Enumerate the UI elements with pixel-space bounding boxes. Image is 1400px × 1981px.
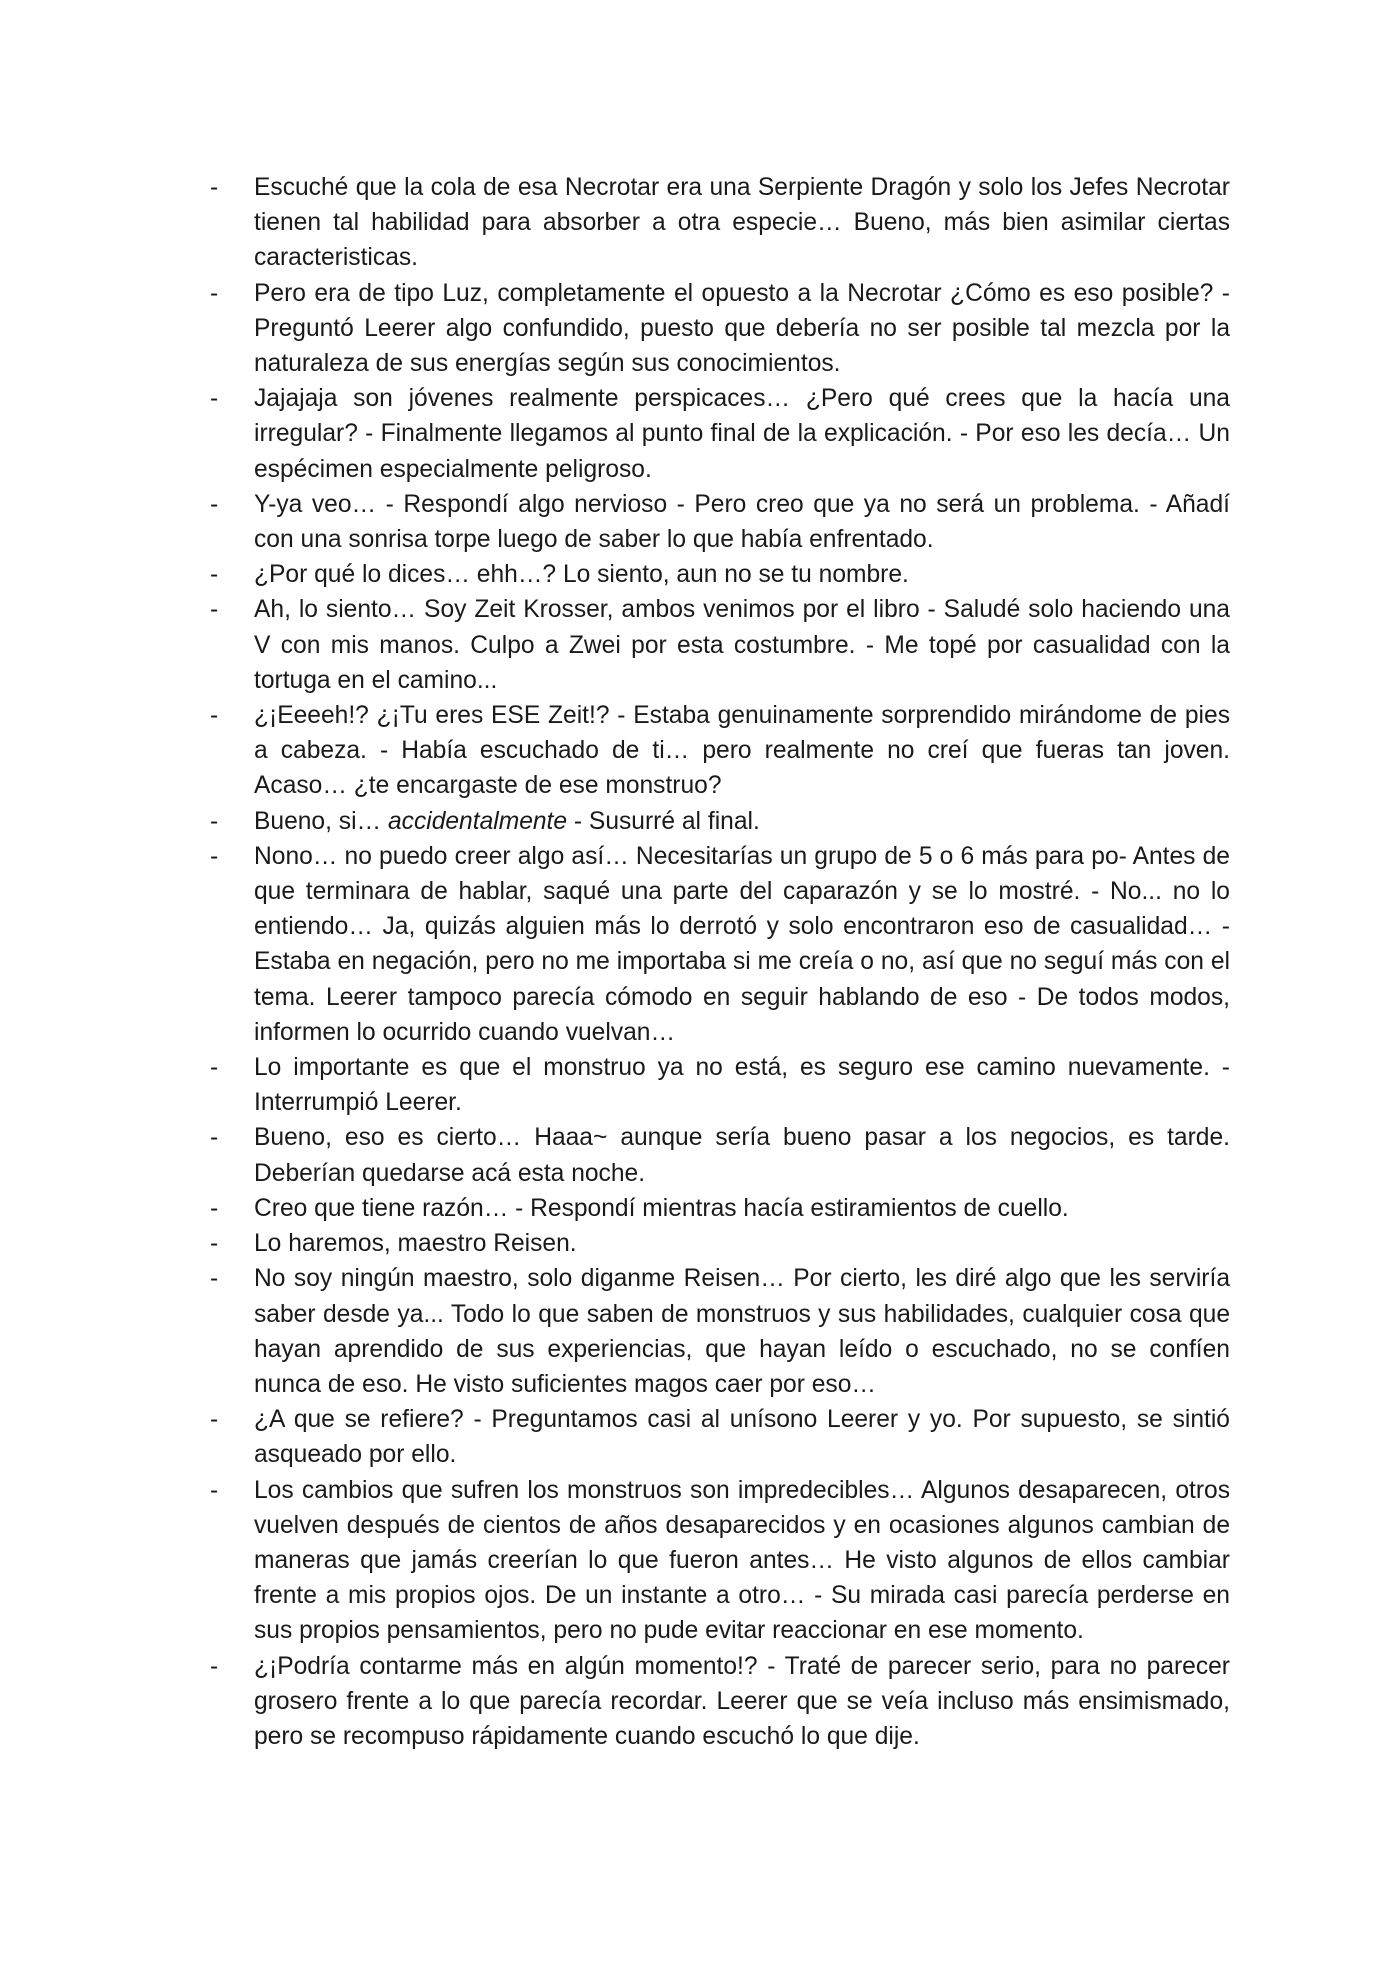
dialogue-text: Bueno, si… [254,807,388,835]
dash-bullet: - [210,596,219,624]
dialogue-text: - Susurré al final. [567,807,760,835]
dialogue-text: Bueno, eso es cierto… Haaa~ aunque sería bueno pasar a los negocios, es tarde. Deberían quedarse acá esta noche. [254,1124,1230,1187]
dialogue-line [210,698,1230,804]
dash-bullet: - [210,1265,219,1293]
dialogue-line [210,276,1230,382]
dialogue-line [210,381,1230,487]
dialogue-text: Lo haremos, maestro Reisen. [254,1230,577,1258]
dash-bullet: - [210,1054,219,1082]
dialogue-line [210,1226,1230,1261]
dialogue-text: ¿Por qué lo dices… ehh…? Lo siento, aun no se tu nombre. [254,561,909,589]
dash-bullet: - [210,385,219,413]
dialogue-text: Ah, lo siento… Soy Zeit Krosser, ambos venimos por el libro - Saludé solo haciendo una V con mis manos. Culpo a Zwei por esta costumbre. - Me topé por casualidad con la tortuga en el camino... [254,596,1230,694]
dialogue-line [210,170,1230,276]
dash-bullet: - [210,1406,219,1434]
dash-bullet: - [210,1476,219,1504]
dialogue-line [210,1649,1230,1755]
dash-bullet: - [210,807,219,835]
dash-bullet: - [210,490,219,518]
dialogue-line [210,804,1230,839]
dialogue-list [210,170,1230,1754]
dash-bullet: - [210,279,219,307]
dialogue-text: Escuché que la cola de esa Necrotar era una Serpiente Dragón y solo los Jefes Necrotar tienen tal habilidad para absorber a otra especie… Bueno, más bien asimilar ciertas caracteristicas. [254,174,1230,272]
dialogue-text: Y-ya veo… - Respondí algo nervioso - Pero creo que ya no será un problema. - Añadí con una sonrisa torpe luego de saber lo que había enfrentado. [254,490,1230,554]
dialogue-text: Jajajaja son jóvenes realmente perspicaces… ¿Pero qué crees que la hacía una irregular? - Finalmente llegamos al punto final de la explicación. - Por eso les decía… Un espécimen especialmente peligroso. [254,385,1230,483]
dash-bullet: - [210,1652,219,1680]
dialogue-line [210,1402,1230,1472]
dialogue-line [210,1191,1230,1226]
dash-bullet: - [210,842,219,870]
dash-bullet: - [210,1194,219,1222]
dialogue-text: Nono… no puedo creer algo así… Necesitarías un grupo de 5 o 6 más para po- Antes de que terminara de hablar, saqué una parte del caparazón y se lo mostré. - No... no lo entiendo… Ja, quizás alguien más lo derrotó y solo encontraron eso de casualidad… - Estaba en negación, pero no me importaba si me creía o no, así que no seguí más con el tema. Leerer tampoco parecía cómodo en seguir hablando de eso - De todos modos, informen lo ocurrido cuando vuelvan… [254,842,1230,1046]
dialogue-line [210,1050,1230,1120]
dialogue-text: Pero era de tipo Luz, completamente el opuesto a la Necrotar ¿Cómo es eso posible? - Preguntó Leerer algo confundido, puesto que debería no ser posible tal mezcla por la naturaleza de sus energías según sus conocimientos. [254,279,1230,378]
dialogue-line [210,487,1230,557]
dialogue-text: ¿¡Podría contarme más en algún momento!? - Traté de parecer serio, para no parecer grosero frente a lo que parecía recordar. Leerer que se veía incluso más ensimismado, pero se recompuso rápidamente cuando escuchó lo que dije. [254,1652,1230,1750]
dialogue-line [210,1473,1230,1649]
dialogue-line [210,839,1230,1050]
dash-bullet: - [210,561,219,589]
dialogue-text: Los cambios que sufren los monstruos son impredecibles… Algunos desaparecen, otros vuelven después de cientos de años desaparecidos y en ocasiones algunos cambian de maneras que jamás creerían lo que fueron antes… He visto algunos de ellos cambiar frente a mis propios ojos. De un instante a otro… - Su mirada casi parecía perderse en sus propios pensamientos, pero no pude evitar reaccionar en ese momento. [254,1476,1230,1645]
dialogue-text: ¿¡Eeeeh!? ¿¡Tu eres ESE Zeit!? - Estaba genuinamente sorprendido mirándome de pies a cabeza. - Había escuchado de ti… pero realmente no creí que fueras tan joven. Acaso… ¿te encargaste de ese monstruo? [254,702,1230,800]
dialogue-text: No soy ningún maestro, solo diganme Reisen… Por cierto, les diré algo que les serviría saber desde ya... Todo lo que saben de monstruos y sus habilidades, cualquier cosa que hayan aprendido de sus experiencias, que hayan leído o escuchado, no se confíen nunca de eso. He visto suficientes magos caer por eso… [254,1265,1230,1398]
dialogue-text: Creo que tiene razón… - Respondí mientras hacía estiramientos de cuello. [254,1194,1069,1222]
dialogue-line [210,592,1230,698]
dialogue-line [210,1120,1230,1190]
dash-bullet: - [210,702,219,730]
dash-bullet: - [210,1230,219,1258]
dash-bullet: - [210,174,219,201]
dash-bullet: - [210,1124,219,1152]
dialogue-line [210,557,1230,592]
dialogue-text: ¿A que se refiere? - Preguntamos casi al unísono Leerer y yo. Por supuesto, se sintió asqueado por ello. [254,1406,1230,1469]
dialogue-line [210,1261,1230,1402]
dialogue-text: Lo importante es que el monstruo ya no está, es seguro ese camino nuevamente. - Interrumpió Leerer. [254,1054,1230,1117]
emphasized-word: accidentalmente [387,807,568,835]
